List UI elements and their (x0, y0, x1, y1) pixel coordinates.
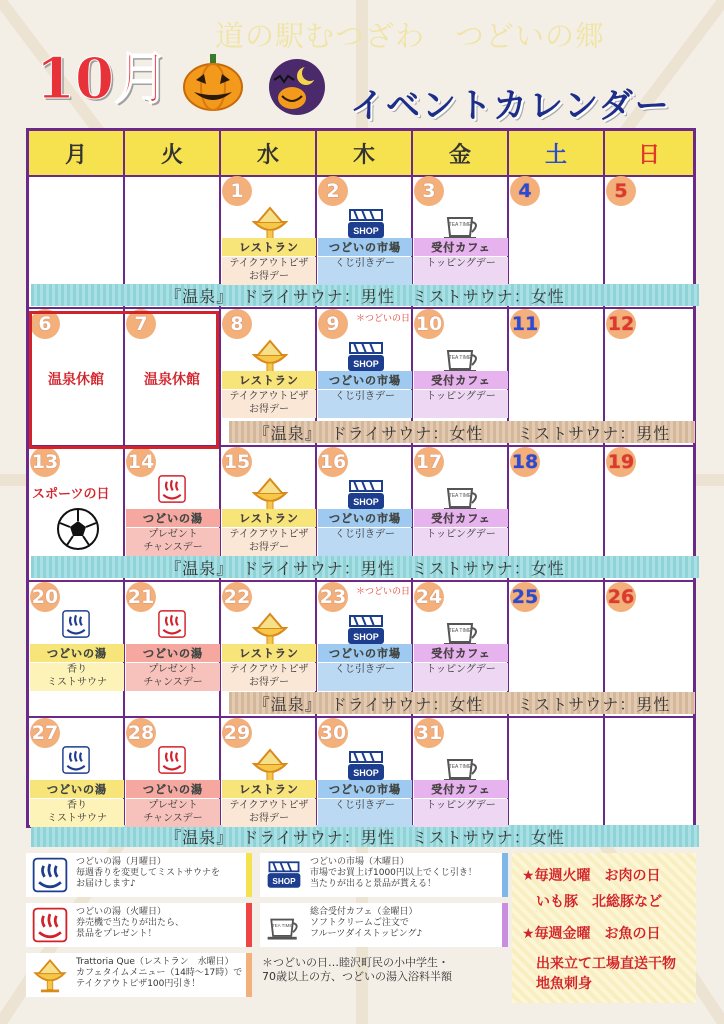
onsen-schedule-row: 『温泉』 ドライサウナ：男性 ミストサウナ：女性 (31, 284, 699, 306)
event-label: 受付カフェ (414, 238, 508, 256)
onsen-schedule-row: 『温泉』 ドライサウナ：男性 ミストサウナ：女性 (31, 556, 699, 578)
legend-cafe (260, 903, 508, 947)
tsudoi-day-footnote: ＊つどいの日…睦沢町民の小中学生・ 70歳以上の方、つどいの湯入浴料半額 (262, 956, 452, 983)
legend-yu-tuesday (26, 903, 252, 947)
event-description: テイクアウトピザ お得デー (222, 799, 316, 827)
day-number: 27 (30, 718, 60, 748)
event-label: レストラン (222, 780, 316, 798)
legend-text: つどいの市場（木曜日） 市場でお買上げ1000円以上でくじ引き！ 当たりが出ると景品が貰える！ (310, 857, 477, 889)
onsen-icon (156, 473, 188, 505)
weekday-header: 日 (605, 131, 693, 176)
day-number: 4 (510, 176, 540, 206)
calendar-day (126, 582, 220, 692)
day-number: 18 (510, 447, 540, 477)
calendar-day (222, 582, 316, 692)
day-number: 11 (510, 309, 540, 339)
calendar-day (606, 176, 700, 286)
day-number: 24 (414, 582, 444, 612)
calendar-day (318, 582, 412, 692)
svg-text:TEA TIME: TEA TIME (271, 922, 293, 928)
tea-cup-icon (264, 905, 304, 945)
svg-text:TEA TIME: TEA TIME (448, 355, 472, 361)
calendar-day (414, 176, 508, 286)
event-description: トッピングデー (414, 663, 508, 691)
day-number: 22 (222, 582, 252, 612)
day-number: 16 (318, 447, 348, 477)
event-description: くじ引きデー (318, 799, 412, 827)
day-number: 8 (222, 309, 252, 339)
day-number: 25 (510, 582, 540, 612)
tsudoi-day-note: ＊つどいの日 (355, 587, 410, 597)
legend-yu-monday (26, 853, 252, 897)
onsen-closed-highlight (29, 311, 219, 449)
day-number: 5 (606, 176, 636, 206)
event-description: プレゼント チャンスデー (126, 663, 220, 691)
legend-text: つどいの湯（火曜日） 券売機で当たりが出たら、 景品をプレゼント！ (76, 907, 185, 939)
day-number: 9 (318, 309, 348, 339)
calendar-day (414, 718, 508, 828)
halloween-moon-icon (266, 58, 328, 116)
day-number: 19 (606, 447, 636, 477)
calendar-day (606, 582, 700, 692)
calendar-day (510, 582, 604, 692)
event-description: トッピングデー (414, 528, 508, 556)
svg-text:SHOP: SHOP (353, 768, 379, 778)
event-label: 受付カフェ (414, 509, 508, 527)
day-number: 12 (606, 309, 636, 339)
day-number: 17 (414, 447, 444, 477)
event-label: 受付カフェ (414, 780, 508, 798)
pumpkin-icon (182, 52, 244, 112)
weekly-special-text: 出来立て工場直送干物 (536, 956, 676, 972)
parfait-icon (30, 955, 70, 995)
day-number: 3 (414, 176, 444, 206)
day-number: 26 (606, 582, 636, 612)
event-description: くじ引きデー (318, 663, 412, 691)
calendar-day (414, 447, 508, 557)
event-description: くじ引きデー (318, 257, 412, 285)
event-label: つどいの湯 (30, 780, 124, 798)
day-number: 2 (318, 176, 348, 206)
calendar-day (126, 718, 220, 828)
shop-icon (264, 855, 304, 895)
weekday-header: 土 (509, 131, 605, 176)
event-label: レストラン (222, 509, 316, 527)
svg-text:TEA TIME: TEA TIME (448, 628, 472, 634)
calendar-day (222, 718, 316, 828)
event-description: テイクアウトピザ お得デー (222, 663, 316, 691)
event-label: つどいの湯 (126, 780, 220, 798)
event-label: つどいの湯 (30, 644, 124, 662)
calendar-day (126, 447, 220, 557)
onsen-schedule-row: 『温泉』 ドライサウナ：女性 ミストサウナ：男性 (229, 421, 695, 443)
calendar-day (318, 447, 412, 557)
event-description: トッピングデー (414, 390, 508, 418)
month-title: 10月 (36, 46, 170, 112)
day-number: 7 (126, 309, 156, 339)
day-number: 23 (318, 582, 348, 612)
event-description: プレゼント チャンスデー (126, 528, 220, 556)
sports-day-label: スポーツの日 (32, 487, 110, 502)
event-label: レストラン (222, 371, 316, 389)
weekday-header: 月 (29, 131, 125, 176)
calendar-day (414, 582, 508, 692)
legend-text: つどいの湯（月曜日） 毎週香りを変更してミストサウナを お届けします♪ (76, 857, 221, 889)
day-number: 15 (222, 447, 252, 477)
weekday-header: 木 (317, 131, 413, 176)
event-label: レストラン (222, 238, 316, 256)
event-description: テイクアウトピザ お得デー (222, 390, 316, 418)
event-description: 香り ミストサウナ (30, 663, 124, 691)
onsen-icon (60, 744, 92, 776)
day-number: 14 (126, 447, 156, 477)
onsen-icon (60, 608, 92, 640)
legend-restaurant (26, 953, 252, 997)
onsen-closed-label: 温泉休館 (144, 372, 200, 388)
svg-text:TEA TIME: TEA TIME (448, 764, 472, 770)
event-description: くじ引きデー (318, 528, 412, 556)
event-label: 受付カフェ (414, 371, 508, 389)
svg-text:TEA TIME: TEA TIME (448, 222, 472, 228)
onsen-closed-label: 温泉休館 (48, 372, 104, 388)
calendar-title: イベントカレンダー (350, 86, 671, 126)
event-description: くじ引きデー (318, 390, 412, 418)
onsen-icon (30, 905, 70, 945)
event-description: 香り ミストサウナ (30, 799, 124, 827)
svg-text:SHOP: SHOP (272, 877, 296, 887)
weekly-special-text: 地魚刺身 (536, 976, 592, 992)
calendar-day (30, 718, 124, 828)
brand-title: 道の駅むつざわ つどいの郷 (215, 19, 606, 53)
event-label: つどいの市場 (318, 238, 412, 256)
event-label: つどいの市場 (318, 644, 412, 662)
svg-text:TEA TIME: TEA TIME (448, 493, 472, 499)
onsen-schedule-row: 『温泉』 ドライサウナ：女性 ミストサウナ：男性 (229, 692, 695, 714)
calendar-day (30, 582, 124, 692)
day-number: 30 (318, 718, 348, 748)
event-label: レストラン (222, 644, 316, 662)
day-number: 21 (126, 582, 156, 612)
event-label: つどいの湯 (126, 644, 220, 662)
svg-text:SHOP: SHOP (353, 632, 379, 642)
day-number: 20 (30, 582, 60, 612)
weekday-header: 水 (221, 131, 317, 176)
legend-text: 総合受付カフェ（金曜日） ソフトクリームご注文で フルーツダイストッピング♪ (310, 907, 423, 939)
calendar-day (510, 176, 604, 286)
event-label: つどいの市場 (318, 509, 412, 527)
event-description: トッピングデー (414, 799, 508, 827)
calendar-day (30, 447, 124, 557)
legend-text: Trattoria Que（レストラン 水曜日） カフェタイムメニュー（14時〜17時）で テイクアウトピザ100円引き！ (76, 957, 243, 989)
weekday-header: 金 (413, 131, 509, 176)
calendar-day (318, 309, 412, 419)
calendar-day (318, 718, 412, 828)
onsen-icon (156, 744, 188, 776)
weekly-special-text: ★毎週火曜 お肉の日 (522, 868, 661, 884)
onsen-icon (30, 855, 70, 895)
weekly-special-panel (512, 853, 696, 1003)
event-label: つどいの市場 (318, 780, 412, 798)
svg-text:SHOP: SHOP (353, 359, 379, 369)
calendar-day (318, 176, 412, 286)
event-description: テイクアウトピザ お得デー (222, 257, 316, 285)
calendar-day (222, 176, 316, 286)
calendar-day (510, 447, 604, 557)
calendar-day (222, 447, 316, 557)
soccer-ball-icon (56, 507, 100, 551)
day-number: 6 (30, 309, 60, 339)
tsudoi-day-note: ＊つどいの日 (355, 314, 410, 324)
calendar-day (510, 309, 604, 419)
event-label: つどいの湯 (126, 509, 220, 527)
calendar-day (606, 447, 700, 557)
event-label: つどいの市場 (318, 371, 412, 389)
weekly-special-text: いも豚 北総豚など (536, 894, 662, 910)
event-description: トッピングデー (414, 257, 508, 285)
calendar-day (222, 309, 316, 419)
svg-text:SHOP: SHOP (353, 497, 379, 507)
day-number: 28 (126, 718, 156, 748)
svg-text:SHOP: SHOP (353, 226, 379, 236)
weekday-header: 火 (125, 131, 221, 176)
event-description: プレゼント チャンスデー (126, 799, 220, 827)
calendar-grid (26, 128, 696, 847)
day-number: 1 (222, 176, 252, 206)
day-number: 13 (30, 447, 60, 477)
event-label: 受付カフェ (414, 644, 508, 662)
calendar-day (606, 309, 700, 419)
day-number: 10 (414, 309, 444, 339)
onsen-schedule-row: 『温泉』 ドライサウナ：男性 ミストサウナ：女性 (31, 825, 699, 847)
weekly-special-text: ★毎週金曜 お魚の日 (522, 926, 661, 942)
event-description: テイクアウトピザ お得デー (222, 528, 316, 556)
day-number: 29 (222, 718, 252, 748)
legend-shop (260, 853, 508, 897)
day-number: 31 (414, 718, 444, 748)
onsen-icon (156, 608, 188, 640)
calendar-day (414, 309, 508, 419)
